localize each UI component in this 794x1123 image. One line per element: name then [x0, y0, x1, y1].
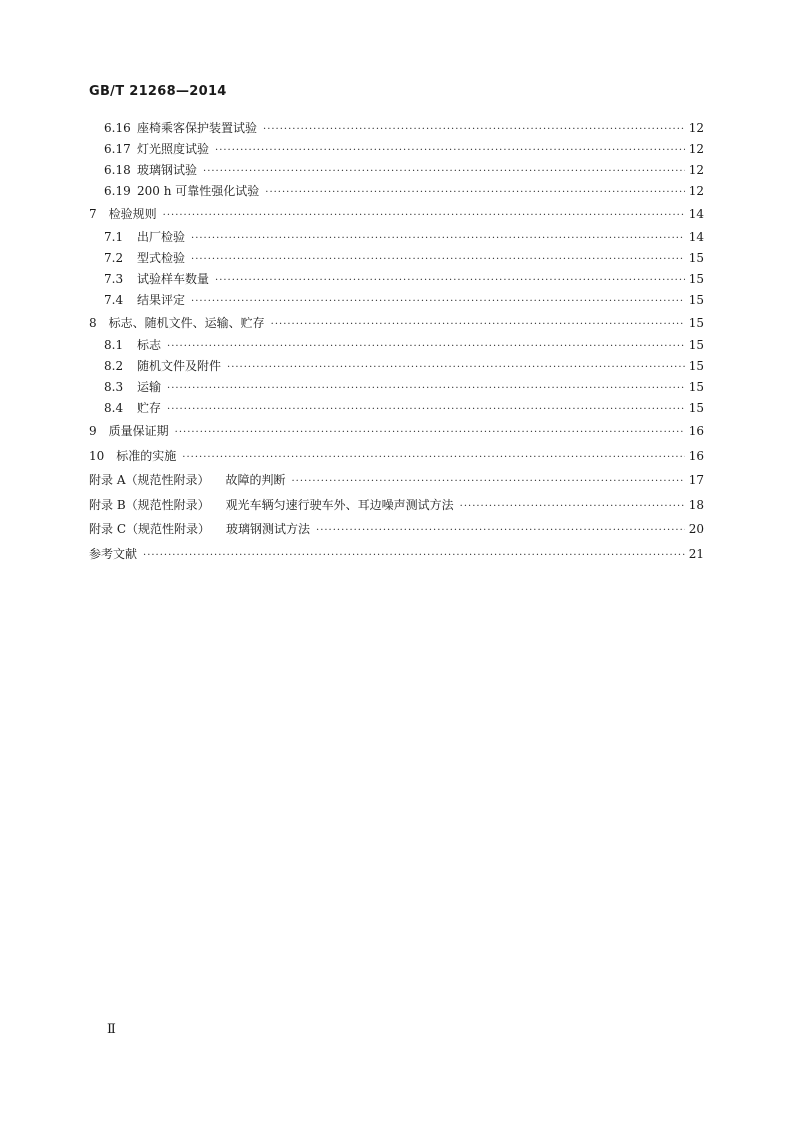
toc-entry-title: 运输	[137, 380, 162, 394]
toc-entry-page: 16	[688, 448, 704, 463]
toc-entry-number: 10	[89, 448, 105, 463]
toc-entry-title: 检验规则	[108, 207, 157, 221]
toc-leader-dots	[215, 275, 685, 287]
toc-entry-title: 故障的判断	[225, 473, 286, 487]
toc-entry[interactable]	[89, 181, 704, 202]
toc-entry[interactable]	[89, 419, 704, 444]
page-number-footer: Ⅱ	[107, 1022, 116, 1037]
toc-entry[interactable]	[89, 444, 704, 469]
toc-entry[interactable]	[89, 118, 704, 139]
toc-entry-number: 6.19	[104, 184, 131, 198]
toc-entry-title: 结果评定	[137, 292, 186, 307]
toc-leader-dots	[167, 404, 685, 416]
toc-entry-title: 参考文献	[89, 546, 138, 561]
toc-entry-page: 20	[688, 522, 704, 536]
toc-entry-title: 灯光照度试验	[137, 142, 210, 156]
toc-entry-title: 标志、随机文件、运输、贮存	[108, 315, 265, 330]
table-of-contents	[89, 118, 704, 566]
toc-entry[interactable]	[89, 248, 704, 269]
toc-entry-page: 14	[688, 229, 704, 244]
toc-entry-page: 15	[688, 271, 704, 286]
toc-entry-page: 17	[688, 473, 704, 487]
toc-entry-number: 8.1	[104, 338, 124, 352]
toc-entry-number: 9	[89, 424, 97, 438]
toc-leader-dots	[215, 145, 685, 157]
toc-entry-title: 质量保证期	[108, 424, 169, 438]
toc-entry-page: 15	[688, 359, 704, 373]
toc-entry-number: 7	[89, 207, 97, 221]
toc-entry-page: 15	[688, 250, 704, 265]
toc-entry-title: 标准的实施	[116, 448, 177, 463]
toc-entry[interactable]	[89, 139, 704, 160]
toc-entry-number: 7.3	[104, 271, 124, 286]
toc-leader-dots	[191, 233, 685, 245]
toc-entry-title: 座椅乘客保护装置试验	[137, 121, 258, 135]
toc-entry-page: 18	[688, 497, 704, 512]
toc-entry-number: 6.17	[104, 142, 131, 156]
toc-entry-page: 16	[688, 424, 704, 438]
toc-entry[interactable]	[89, 269, 704, 290]
toc-entry-title: 观光车辆匀速行驶车外、耳边噪声测试方法	[225, 497, 454, 512]
toc-entry-number: 8.2	[104, 359, 124, 373]
toc-entry-page: 15	[688, 380, 704, 394]
toc-entry-page: 15	[688, 292, 704, 307]
toc-entry-number: 8.3	[104, 380, 124, 394]
standard-code-header: GB/T 21268—2014	[89, 84, 227, 99]
toc-entry[interactable]	[89, 398, 704, 419]
toc-entry-number: 7.4	[104, 292, 124, 307]
toc-entry[interactable]	[89, 542, 704, 567]
toc-entry-title: 玻璃钢试验	[137, 163, 198, 177]
toc-leader-dots	[271, 319, 685, 331]
toc-entry[interactable]	[89, 202, 704, 227]
toc-leader-dots	[163, 210, 685, 222]
toc-leader-dots	[167, 383, 685, 395]
toc-entry-number: 8.4	[104, 401, 124, 415]
toc-leader-dots	[460, 501, 685, 513]
toc-entry-page: 21	[688, 546, 704, 561]
toc-entry-number: 7.2	[104, 250, 124, 265]
toc-leader-dots	[265, 187, 684, 199]
toc-leader-dots	[143, 550, 685, 562]
toc-entry-page: 15	[688, 315, 704, 330]
toc-entry-title: 随机文件及附件	[137, 359, 222, 373]
toc-entry[interactable]	[89, 227, 704, 248]
toc-entry-title: 贮存	[137, 401, 162, 415]
toc-leader-dots	[191, 296, 685, 308]
toc-entry-number: 8	[89, 315, 97, 330]
toc-entry-page: 12	[688, 121, 704, 135]
toc-leader-dots	[191, 254, 685, 266]
toc-entry-page: 14	[688, 207, 704, 221]
toc-entry-page: 12	[688, 163, 704, 177]
toc-leader-dots	[227, 362, 685, 374]
toc-entry[interactable]	[89, 493, 704, 518]
toc-entry-title: 型式检验	[137, 250, 186, 265]
toc-entry-number: 6.18	[104, 163, 131, 177]
toc-entry-page: 12	[688, 142, 704, 156]
toc-entry-number: 附录 C（规范性附录）	[89, 522, 210, 536]
toc-leader-dots	[292, 476, 685, 488]
toc-entry-title: 200 h 可靠性强化试验	[137, 184, 260, 198]
toc-entry[interactable]	[89, 517, 704, 542]
toc-entry-number: 附录 A（规范性附录）	[89, 473, 210, 487]
toc-entry-page: 15	[688, 401, 704, 415]
toc-leader-dots	[263, 124, 685, 136]
toc-leader-dots	[316, 525, 685, 537]
toc-leader-dots	[175, 427, 685, 439]
toc-entry-number: 6.16	[104, 121, 131, 135]
toc-entry-page: 15	[688, 338, 704, 352]
toc-entry-title: 试验样车数量	[137, 271, 210, 286]
toc-entry[interactable]	[89, 290, 704, 311]
toc-entry-title: 玻璃钢测试方法	[226, 522, 311, 536]
toc-entry-page: 12	[688, 184, 704, 198]
toc-entry[interactable]	[89, 468, 704, 493]
toc-entry[interactable]	[89, 356, 704, 377]
toc-leader-dots	[167, 341, 685, 353]
toc-leader-dots	[203, 166, 685, 178]
toc-entry[interactable]	[89, 335, 704, 356]
toc-entry[interactable]	[89, 160, 704, 181]
toc-entry-title: 出厂检验	[137, 229, 186, 244]
toc-entry[interactable]	[89, 311, 704, 336]
toc-entry-number: 7.1	[104, 229, 124, 244]
toc-entry-number: 附录 B（规范性附录）	[89, 497, 210, 512]
toc-entry-title: 标志	[137, 338, 162, 352]
toc-entry[interactable]	[89, 377, 704, 398]
toc-leader-dots	[182, 452, 684, 464]
